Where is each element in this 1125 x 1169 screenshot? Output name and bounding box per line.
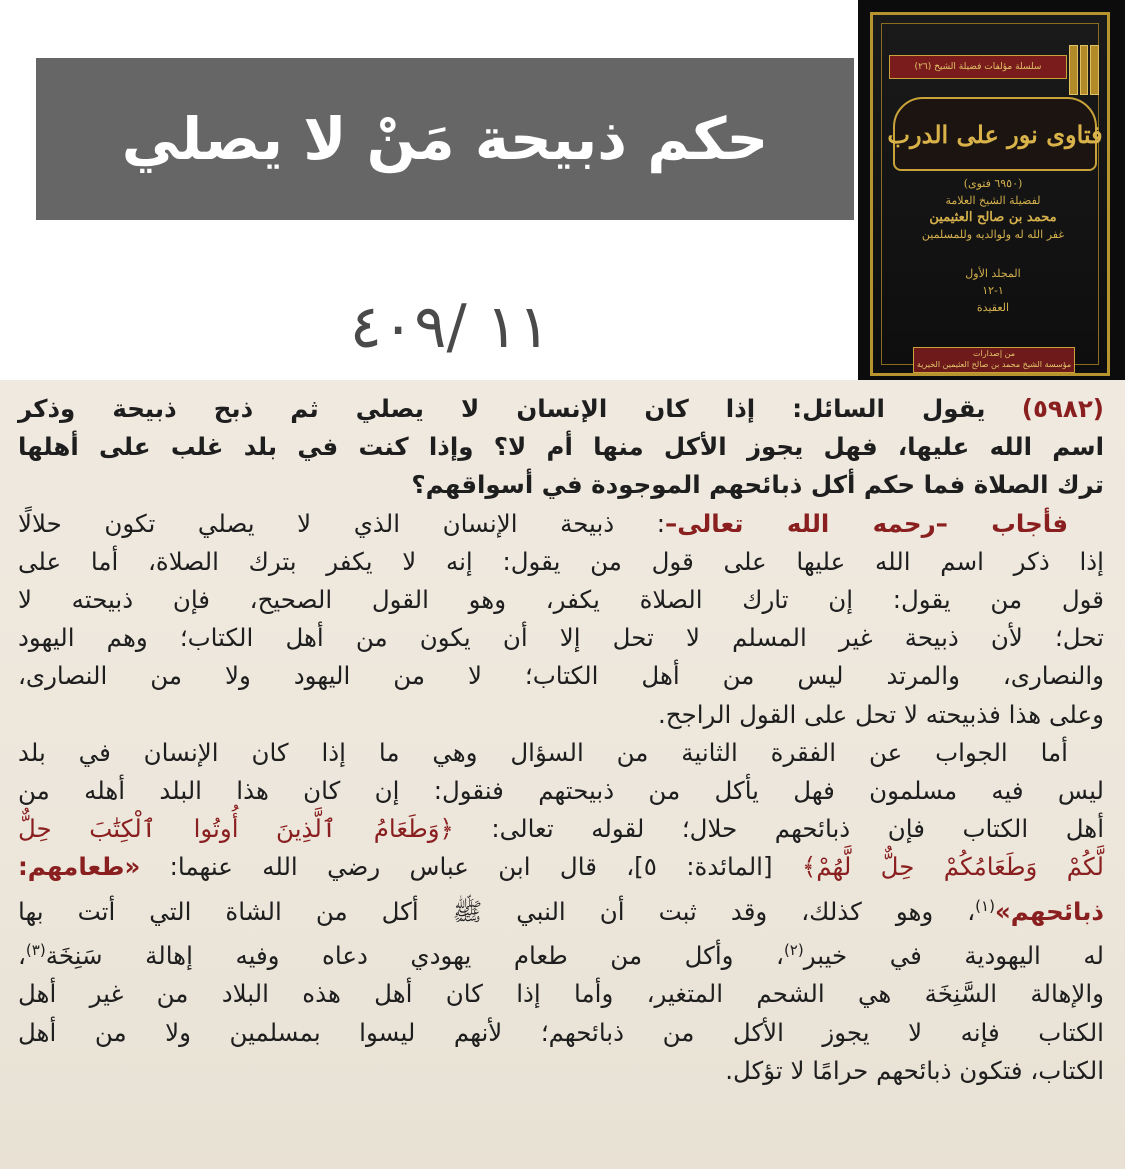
text-line-9: وعلى هذا فذبيحته لا تحل على القول الراجح. [658,699,1104,729]
answer-text-1: : ذبيحة الإنسان الذي لا يصلي تكون حلالًا [18,508,666,538]
text-line-13b: [المائدة: ٥]، قال ابن عباس رضي الله عنهما: [140,852,802,882]
text-line-15 [18,931,1104,975]
text-line-3: ترك الصلاة فما حكم أكل ذبائحهم الموجودة في أسواقهم؟ [411,470,1104,500]
text-line-15c: ، [18,941,26,971]
question-text-1: : إذا كان الإنسان لا يصلي ثم ذبح ذبيحة وذكر [18,394,803,423]
cover-range: ١-١٢ [982,284,1004,297]
cover-author-line1: لفضيلة الشيخ العلامة [945,194,1041,207]
text-line-8: والنصارى، والمرتد ليس من أهل الكتاب؛ لا من اليهود ولا من النصارى، [18,661,1104,691]
text-line-4 [18,505,1104,543]
title-banner [36,58,854,220]
cover-publisher [913,347,1075,373]
footnote-ref-2: (٢) [783,941,804,959]
text-line-13 [18,848,1104,886]
text-line-16: والإهالة السَّنِخَة هي الشحم المتغير، وأما إذا كان أهل هذه البلاد من غير أهل [18,979,1104,1009]
cover-series-label: سلسلة مؤلفات فضيلة الشيخ (٢٦) [889,55,1067,79]
books-emblem-icon [1069,45,1099,95]
fatwa-number: (٥٩٨٢) [1021,394,1104,423]
text-line-18: الكتاب، فتكون ذبائحهم حرامًا لا تؤكل. [725,1055,1104,1085]
text-line-14b: ، وهو كذلك، وقد ثبت أن النبي ﷺ أكل من الشاة التي أتت بها [18,896,976,926]
text-line-1 [18,390,1104,428]
cover-publisher-label: من إصدارات [973,349,1015,358]
reference-number: ١١ /٤٠٩ [349,292,551,362]
hadith-quote-1: «طعامهم: [18,852,141,882]
cover-volume: المجلد الأول [965,267,1021,280]
text-line-17: الكتاب فإنه لا يجوز الأكل من ذبائحهم؛ لأنهم ليسوا بمسلمين ولا من أهل [18,1017,1104,1047]
text-line-12a: أهل الكتاب فإن ذبائحهم حلال؛ لقوله تعالى: [453,814,1104,844]
text-line-7: تحل؛ لأن ذبيحة غير المسلم لا تحل إلا أن يكون من أهل الكتاب؛ وهم اليهود [18,623,1104,653]
text-line-12 [18,810,1104,848]
text-line-15b: ، وأكل من طعام يهودي دعاه وفيه إهالة سَنِخَة [45,941,784,971]
cover-author-line3: غفر الله له ولوالديه وللمسلمين [921,228,1065,241]
cover-author-name: محمد بن صالح العثيمين [929,210,1057,225]
text-line-15a: له اليهودية في خيبر [803,941,1104,971]
text-line-6: قول من يقول: إن تارك الصلاة يكفر، وهو القول الصحيح، فإن ذبيحته لا [18,585,1104,615]
book-cover-image [858,0,1125,388]
cover-frame [870,12,1110,376]
quran-verse-1: ﴿وَطَعَامُ ٱلَّذِينَ أُوتُوا ٱلْكِتَٰبَ حِلٌّ [18,814,454,844]
text-line-11: ليس فيه مسلمون فهل يأكل من ذبيحتهم فنقول: إن كان هذا البلد أهله من [18,776,1104,806]
cover-title-box [887,97,1103,171]
text-line-14 [18,887,1104,931]
hadith-quote-2: ذبائحهم» [994,896,1104,926]
footnote-ref-1: (١) [975,896,995,915]
cover-subject: العقيدة [976,301,1010,314]
cover-volume-block [903,265,1083,316]
cover-count: (٦٩٥٠ فتوى) [963,177,1023,190]
title-text: حكم ذبيحة مَنْ لا يصلي [121,105,769,173]
book-page-photo [0,380,1125,1169]
cover-title: فتاوى نور على الدرب [887,119,1103,149]
cover-publisher-name: مؤسسة الشيخ محمد بن صالح العثيمين الخيرية [916,360,1072,369]
text-line-2: اسم الله عليها، فهل يجوز الأكل منها أم لا؟ وإذا كنت في بلد غلب على أهلها [18,432,1104,462]
text-line-10: أما الجواب عن الفقرة الثانية من السؤال وهي ما إذا كان الإنسان في بلد [18,737,1068,767]
text-line-5: إذا ذكر اسم الله عليها على قول من يقول: إنه لا يكفر بترك الصلاة، أما على [18,546,1104,576]
footnote-ref-3: (٣) [25,941,46,959]
quran-verse-2: لَّكُمْ وَطَعَامُكُمْ حِلٌّ لَّهُمْ﴾ [801,852,1104,882]
answer-label: فأجاب –رحمه الله تعالى– [665,508,1068,538]
question-label: يقول السائل [802,394,986,423]
fatwa-text [18,390,1104,1090]
cover-author-block [903,175,1083,243]
